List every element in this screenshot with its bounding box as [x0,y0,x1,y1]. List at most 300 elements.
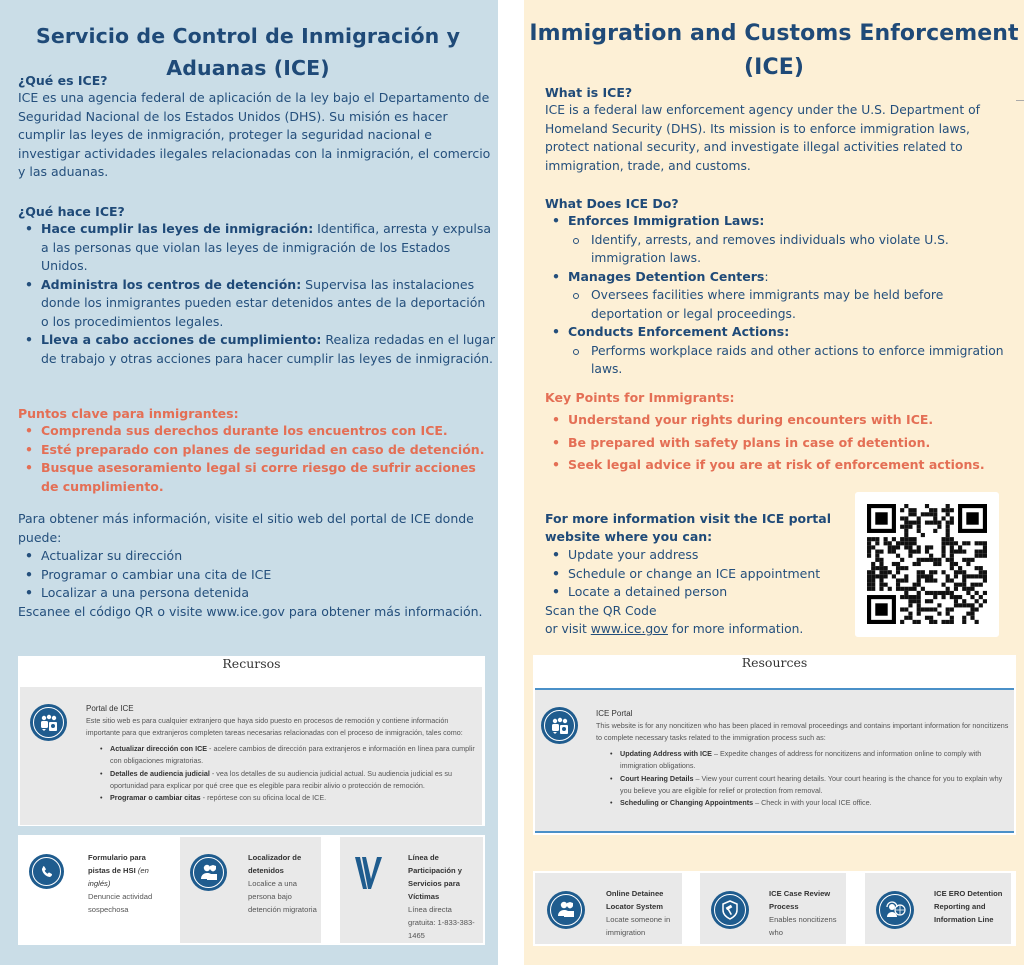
qr-module [908,550,912,554]
qr-module [970,607,974,611]
qr-module [917,516,921,520]
qr-module [900,525,904,529]
item-text: - vea los detalles de su audiencia judicial actual. Su audiencia judicial es su oportunidad para explicar por qué cree que es elegible para recibir alivio o protección de remoción. [110,768,453,791]
qr-module [929,599,933,603]
qr-module [896,562,900,566]
item-label: Manages Detention Centers [568,268,765,284]
qr-module [946,591,950,595]
qr-module [954,550,958,554]
qr-module [913,541,917,545]
qr-module [904,595,908,599]
card-content [248,851,318,916]
qr-module [933,578,937,582]
qr-module [913,512,917,516]
qr-module [917,607,921,611]
qr-module [962,570,966,574]
qr-module [892,562,896,566]
qr-finder-inner [875,512,887,524]
qr-module [925,599,929,603]
qr-module [975,583,979,587]
qr-module [966,562,970,566]
qr-module [941,545,945,549]
qr-module [946,521,950,525]
qr-module [925,550,929,554]
qr-module [941,550,945,554]
qr-module [929,570,933,574]
qr-module [946,508,950,512]
qr-module [917,591,921,595]
qr-module [904,587,908,591]
qr-module [958,566,962,570]
qr-module [904,607,908,611]
qr-module [867,583,871,587]
item-label[interactable]: Scheduling or Changing Appointments [620,798,754,808]
list-item: • Update your address [545,546,845,565]
qr-module [937,558,941,562]
qr-module [941,570,945,574]
qr-module [925,616,929,620]
list-item: • Seek legal advice if you are at risk of enforcement actions. [545,454,1015,477]
card-content [408,851,480,942]
qr-module [917,599,921,603]
qr-module [925,545,929,549]
qr-module [900,587,904,591]
qr-module [884,570,888,574]
qr-module [921,533,925,537]
qr-module [904,516,908,520]
resource-card-victim-services[interactable] [340,837,483,943]
qr-module [900,595,904,599]
qr-module [983,578,987,582]
qr-module [962,558,966,562]
qr-module [946,504,950,508]
qr-module [970,583,974,587]
item-text: – Check in with your local ICE office. [753,798,872,808]
visit-prefix: or visit [545,622,591,636]
resource-card-detainee-locator[interactable] [180,837,321,943]
qr-module [871,537,875,541]
list-item: • Comprenda sus derechos durante los encuentros con ICE. [18,422,496,441]
what-does-ice-list [545,212,1015,379]
qr-module [904,545,908,549]
qr-module [941,537,945,541]
card-title-wrap [88,851,158,890]
list-item: • Schedule or change an ICE appointment [545,565,845,584]
qr-module [871,562,875,566]
qr-module [879,574,883,578]
qr-module [867,570,871,574]
headset-globe-icon [876,891,914,929]
qr-module [917,620,921,624]
qr-module [933,595,937,599]
qr-module [867,574,871,578]
qr-module [975,599,979,603]
list-item: • Locate a detained person [545,583,845,602]
qr-module [904,574,908,578]
qr-module [875,541,879,545]
qr-module [917,521,921,525]
what-is-ice-section-es [18,72,496,182]
qr-module [896,583,900,587]
qr-module [929,578,933,582]
qr-module [913,521,917,525]
qr-module [954,570,958,574]
qr-module [892,550,896,554]
qr-module [950,591,954,595]
what-does-ice-heading: What Does ICE Do? [545,196,679,211]
item-text: Identifica, arresta y expulsa a las personas que violan las leyes de inmigración de los Estados Unidos. [41,221,492,273]
qr-finder-inner [966,512,978,524]
ice-portal-box [20,687,482,825]
qr-module [975,541,979,545]
qr-code-image [867,504,987,624]
qr-module [937,562,941,566]
ice-portal-list [596,748,1011,810]
qr-module [908,508,912,512]
qr-module [908,616,912,620]
qr-module [946,607,950,611]
ice-portal-body: Este sitio web es para cualquier extranjero que haya sido puesto en procesos de remoción y contiene información importante para que extranjeros completen tareas necesarias relacionadas con el proceso de inmigración, tales como: [86,716,463,738]
qr-module [917,574,921,578]
card-content [769,887,843,939]
resources-panel-es [18,656,485,826]
qr-module [904,591,908,595]
qr-code[interactable] [855,492,999,637]
qr-module [979,554,983,558]
qr-module [917,550,921,554]
list-item: • Understand your rights during encounters with ICE. [545,409,1015,432]
qr-module [954,541,958,545]
qr-module [896,587,900,591]
qr-module [884,541,888,545]
qr-module [979,574,983,578]
qr-module [900,541,904,545]
qr-module [933,558,937,562]
qr-module [884,583,888,587]
qr-module [917,545,921,549]
qr-module [958,595,962,599]
qr-module [917,595,921,599]
qr-module [962,578,966,582]
qr-module [979,566,983,570]
qr-module [879,566,883,570]
what-is-ice-section-en [545,84,1015,175]
qr-module [917,562,921,566]
resource-cards-en [533,871,1016,946]
list-item [18,331,496,368]
qr-module [950,545,954,549]
card-text: Locate someone in immigration [606,915,671,937]
item-label: Hace cumplir las leyes de inmigración: [41,221,314,236]
qr-module [875,554,879,558]
qr-module [921,574,925,578]
qr-module [929,591,933,595]
qr-module [908,587,912,591]
qr-module [871,578,875,582]
qr-module [921,587,925,591]
qr-module [904,566,908,570]
qr-module [962,583,966,587]
qr-module [879,558,883,562]
what-does-ice-section-es [18,203,496,368]
more-info-heading: For more information visit the ICE portal website where you can: [545,511,831,544]
qr-module [958,570,962,574]
qr-module [929,508,933,512]
qr-module [933,607,937,611]
qr-module [958,603,962,607]
qr-module [913,583,917,587]
qr-module [954,599,958,603]
qr-module [900,508,904,512]
qr-module [979,603,983,607]
qr-module [958,545,962,549]
ice-portal-box [535,688,1014,833]
item-label[interactable]: Actualizar dirección con ICE [110,743,208,753]
more-info-intro: Para obtener más información, visite el sitio web del portal de ICE donde puede: [18,511,474,545]
item-text: - acelere cambios de dirección para extranjeros e información en línea para cumplir con obligaciones migratorias. [110,743,475,766]
list-item [98,743,476,768]
resource-card-ero-line[interactable] [865,873,1011,944]
qr-module [962,550,966,554]
qr-module [871,566,875,570]
qr-module [879,550,883,554]
phone-icon [29,854,64,889]
item-label: Enforces Immigration Laws: [568,213,765,228]
qr-module [983,554,987,558]
what-is-ice-body: ICE is a federal law enforcement agency under the U.S. Department of Homeland Security (DHS). Its mission is to enforce immigration laws, protect national security, and investigate illegal activities related to immigration, trade, and customs. [545,103,980,173]
qr-module [950,558,954,562]
card-title: Localizador de detenidos [248,853,302,875]
list-item [608,773,1011,798]
list-item [18,220,496,276]
qr-module [888,541,892,545]
qr-module [950,578,954,582]
key-points-list [545,409,1015,477]
qr-module [946,558,950,562]
qr-module [954,587,958,591]
qr-module [908,512,912,516]
resources-panel-en [533,655,1016,835]
english-title: Immigration and Customs Enforcement (ICE) [529,21,1019,80]
qr-module [941,620,945,624]
list-item: • Be prepared with safety plans in case of detention. [545,432,1015,455]
card-content [934,887,1008,926]
qr-module [954,574,958,578]
qr-module [917,583,921,587]
key-points-section-es [18,405,496,496]
qr-module [888,587,892,591]
qr-module [970,587,974,591]
qr-module [946,533,950,537]
resource-card-case-review[interactable] [700,873,846,944]
qr-module [892,537,896,541]
list-item [545,268,1015,324]
qr-module [933,620,937,624]
qr-module [933,591,937,595]
person-computer-icon [190,854,227,891]
qr-module [884,537,888,541]
list-item: • Localizar a una persona detenida [18,584,496,603]
qr-module [950,521,954,525]
qr-module [888,570,892,574]
edge-divider [1016,100,1024,101]
ice-portal-link[interactable]: ICE Portal [596,709,633,718]
qr-module [879,570,883,574]
card-text: Línea directa gratuita: 1-833-383-1465 [408,905,475,940]
resource-card-hsi-tips[interactable] [20,837,160,943]
sub-list [545,231,1015,268]
qr-module [908,537,912,541]
resource-card-detainee-locator[interactable] [535,873,682,944]
item-text: - repórtese con su oficina local de ICE. [200,793,327,803]
item-label[interactable]: Updating Address with ICE [620,748,712,758]
qr-module [983,570,987,574]
qr-module [884,574,888,578]
what-does-ice-list [18,220,496,368]
qr-finder-inner [875,603,887,615]
qr-module [871,574,875,578]
qr-module [962,620,966,624]
qr-module [941,583,945,587]
qr-module [983,541,987,545]
qr-module [908,541,912,545]
qr-module [904,504,908,508]
list-item: • Esté preparado con planes de seguridad en caso de detención. [18,441,496,460]
qr-module [892,574,896,578]
qr-module [925,504,929,508]
qr-module [908,525,912,529]
shield-gavel-icon [711,891,749,929]
qr-module [900,566,904,570]
ice-portal-link[interactable]: Portal de ICE [86,704,134,713]
qr-module [950,566,954,570]
qr-module [900,620,904,624]
qr-module [925,578,929,582]
qr-module [875,550,879,554]
qr-module [950,508,954,512]
qr-module [962,587,966,591]
qr-module [946,578,950,582]
ice-gov-link[interactable]: www.ice.gov [590,622,668,636]
qr-module [879,587,883,591]
key-points-section-en [545,389,1015,477]
qr-module [908,612,912,616]
list-item [608,748,1011,773]
qr-module [921,558,925,562]
qr-module [929,558,933,562]
item-label[interactable]: Detalles de audiencia judicial [110,768,210,778]
qr-module [962,599,966,603]
card-title: Línea de Participación y Servicios para Víctimas [408,853,463,901]
qr-module [888,550,892,554]
qr-module [875,558,879,562]
qr-module [879,583,883,587]
qr-module [867,554,871,558]
qr-module [962,574,966,578]
qr-module [929,512,933,516]
more-info-section-en [545,510,845,639]
more-info-outro: Escanee el código QR o visite www.ice.gov para obtener más información. [18,603,483,619]
qr-module [983,545,987,549]
list-item [545,323,1015,379]
qr-module [958,550,962,554]
qr-module [917,603,921,607]
item-text: Realiza redadas en el lugar de trabajo y otras acciones para hacer cumplir las leyes de inmigración. [41,332,496,366]
item-label[interactable]: Programar o cambiar citas [110,793,201,803]
qr-module [937,612,941,616]
people-passport-icon [30,704,67,741]
resources-title: Recursos [222,656,281,671]
item-suffix: : [764,268,769,284]
qr-module [929,620,933,624]
qr-module [962,541,966,545]
victim-line-logo-icon [354,855,384,891]
qr-module [946,541,950,545]
qr-module [867,550,871,554]
qr-module [983,550,987,554]
list-item [98,792,476,804]
qr-module [917,558,921,562]
people-glyph [550,717,570,735]
card-title-em: (en inglés) [88,866,149,888]
qr-module [962,603,966,607]
qr-module [900,578,904,582]
qr-module [950,516,954,520]
qr-module [900,558,904,562]
more-info-list [545,546,845,602]
qr-module [896,566,900,570]
qr-module [941,541,945,545]
list-item [545,212,1015,268]
qr-module [875,537,879,541]
qr-module [975,550,979,554]
item-label[interactable]: Court Hearing Details [620,773,694,783]
qr-module [908,595,912,599]
ice-portal-content [596,708,1011,810]
list-item: • Actualizar su dirección [18,547,496,566]
qr-module [875,574,879,578]
qr-module [950,562,954,566]
key-points-heading: Key Points for Immigrants: [545,390,735,405]
qr-module [917,578,921,582]
qr-module [937,525,941,529]
sub-item: Performs workplace raids and other actions to enforce immigration laws. [545,342,1015,379]
what-does-ice-heading: ¿Qué hace ICE? [18,204,125,219]
visit-suffix: for more information. [667,622,804,636]
qr-module [875,566,879,570]
qr-module [979,570,983,574]
qr-module [913,508,917,512]
qr-module [908,603,912,607]
qr-module [966,587,970,591]
resource-cards-es [18,835,485,945]
qr-module [946,525,950,529]
qr-module [896,578,900,582]
qr-module [950,550,954,554]
qr-module [966,558,970,562]
qr-module [946,529,950,533]
card-text: Denuncie actividad sospechosa [88,892,153,914]
qr-module [975,566,979,570]
card-text: Localice a una persona bajo detención migratoria [248,879,317,914]
qr-module [913,562,917,566]
person-computer-glyph [199,863,219,883]
qr-module [954,583,958,587]
qr-module [871,587,875,591]
more-info-section-es [18,510,496,621]
qr-module [966,591,970,595]
qr-module [908,521,912,525]
